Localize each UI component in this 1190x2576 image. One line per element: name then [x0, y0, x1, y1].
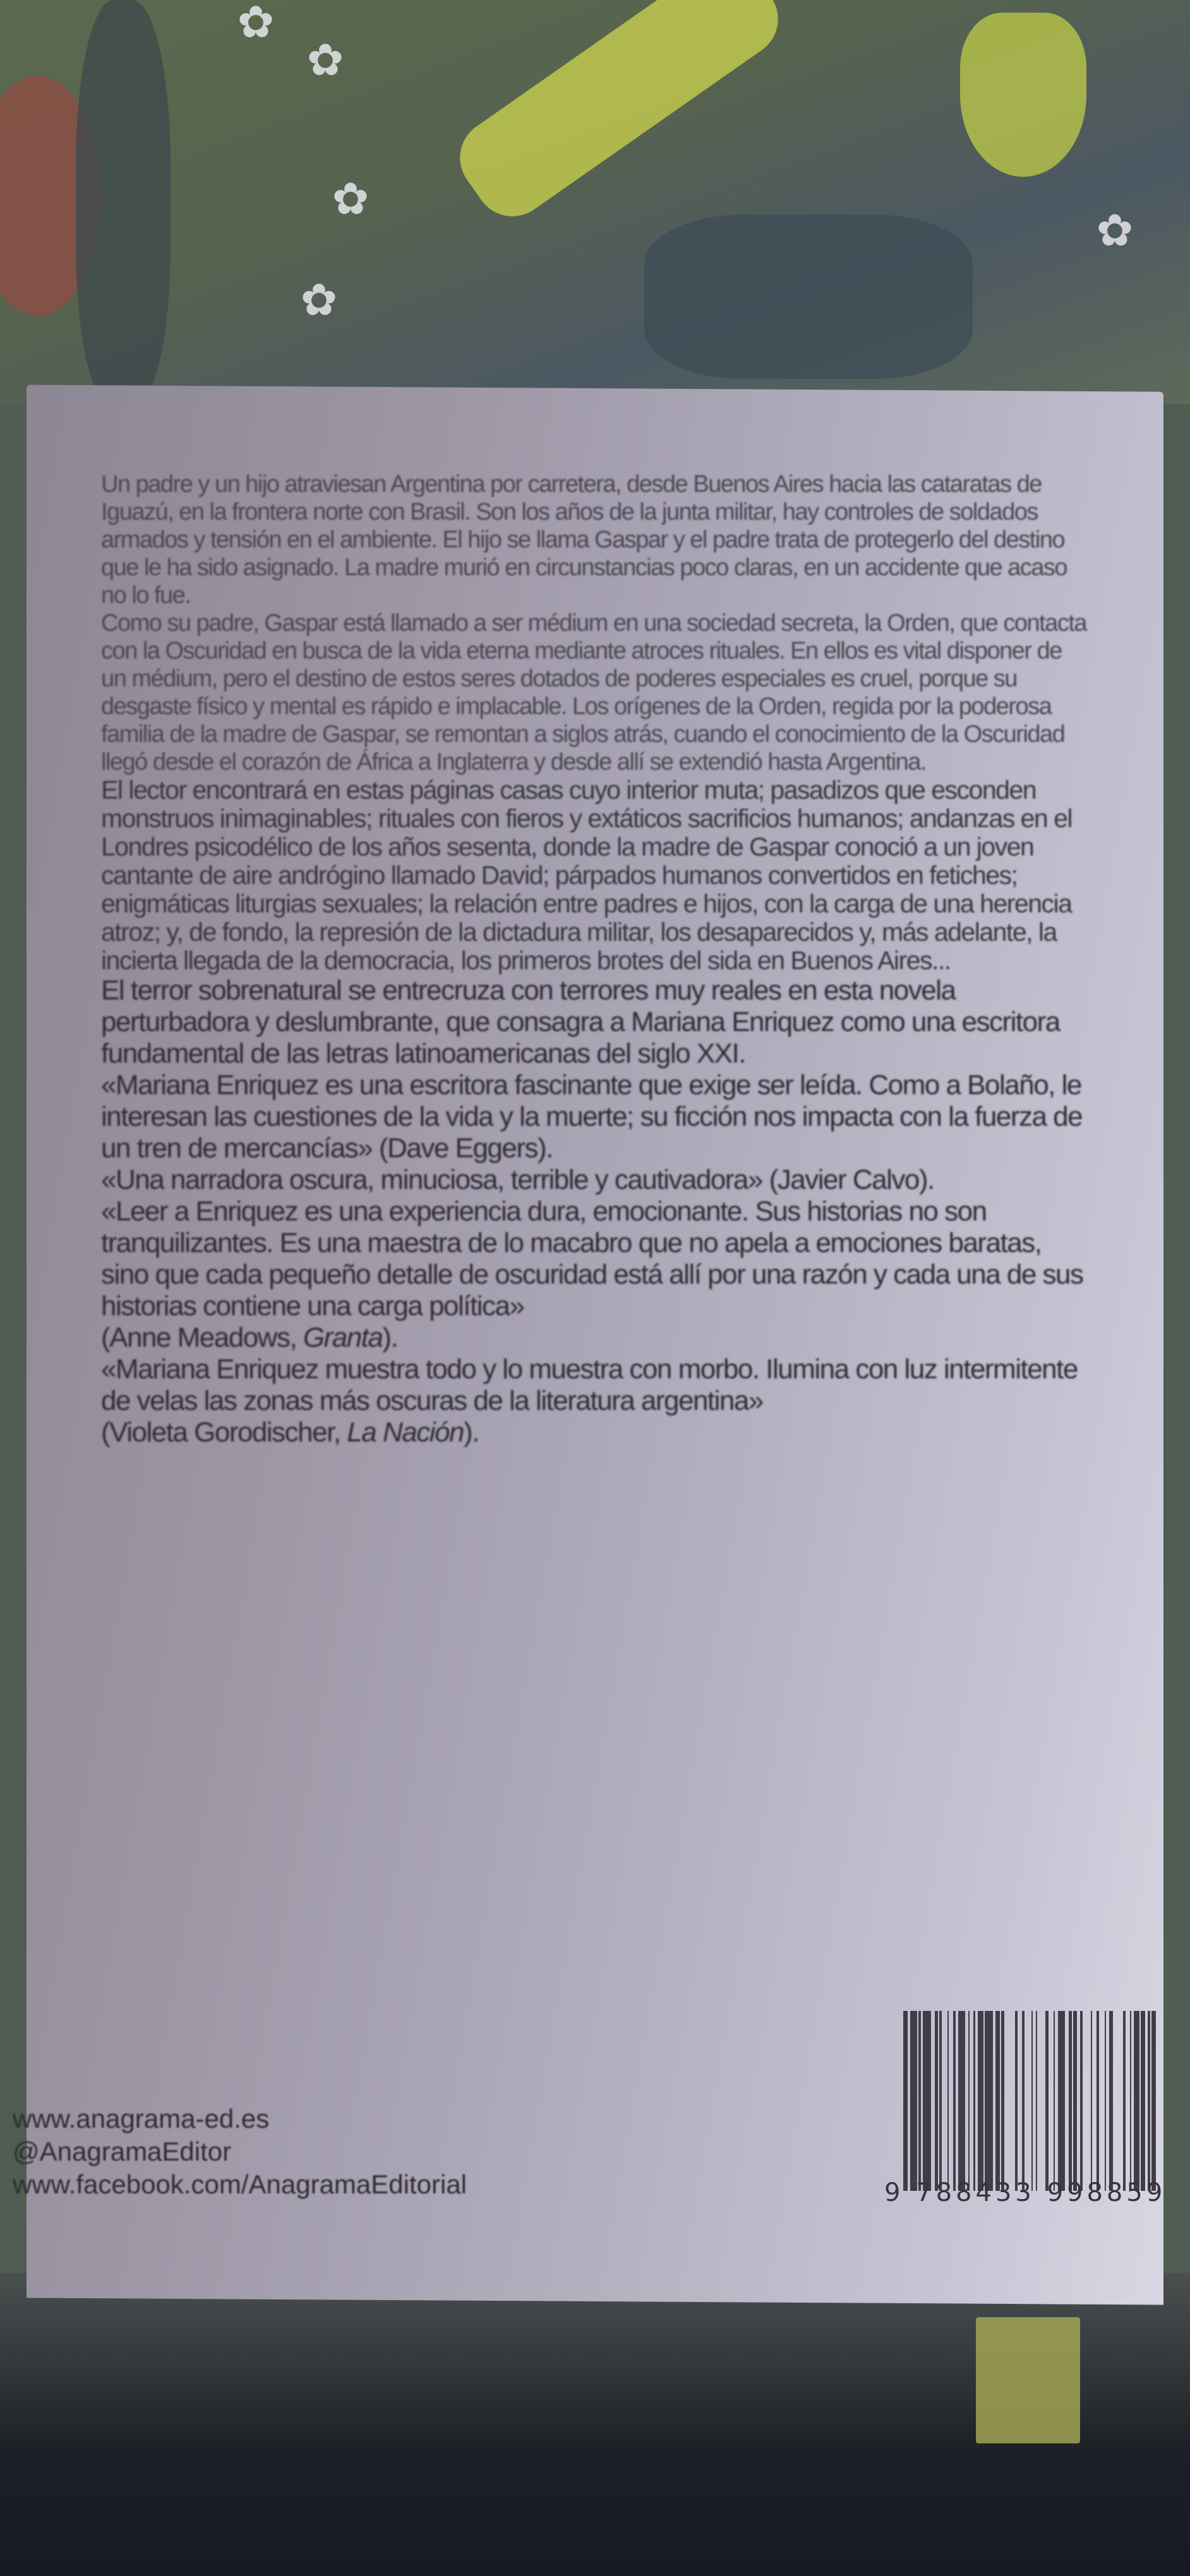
fabric-yellow-patch [976, 2317, 1080, 2443]
review-quote [101, 1196, 1086, 1354]
barcode-bar [985, 2011, 993, 2191]
fabric-blue-shape [644, 215, 973, 379]
publisher-website: www.anagrama-ed.es [13, 2104, 270, 2133]
quote-text: «Mariana Enriquez muestra todo y lo muestra con morbo. Ilumina con luz intermitente de velas las zonas más oscuras de la literatura argentina» [101, 1354, 1078, 1416]
flower-icon: ✿ [306, 35, 344, 85]
publisher-facebook: www.facebook.com/AnagramaEditorial [13, 2169, 467, 2199]
quote-source-publication: Granta [303, 1322, 383, 1353]
barcode-bar [942, 2011, 947, 2191]
barcode-bar [1004, 2011, 1016, 2191]
blurb-paragraph: El terror sobrenatural se entrecruza con terrores muy reales en esta novela perturbadora y deslumbrante, que consagra a Mariana Enriquez como una escritora fundamental de las letras latinoamericanas del siglo XXI. [101, 975, 1060, 1069]
review-quote [101, 1070, 1086, 1164]
blurb-paragraph: Un padre y un hijo atraviesan Argentina por carretera, desde Buenos Aires hacia las cataratas de Iguazú, en la frontera norte con Brasil. Son los años de la junta militar, hay controles de soldados armados y tensión en el ambiente. El hijo se llama Gaspar y el padre trata de protegerlo del destino que le ha sido asignado. La madre murió en circunstancias poco claras, en un accidente que acaso no lo fue. [101, 471, 1067, 609]
barcode-bar [923, 2011, 931, 2191]
barcode-bar [1134, 2011, 1139, 2191]
flower-icon: ✿ [332, 174, 370, 224]
barcode-bar [1025, 2011, 1031, 2191]
fabric-yellow-leaf-right [960, 13, 1086, 177]
publisher-twitter: @AnagramaEditor [13, 2137, 232, 2166]
barcode-bar [1037, 2011, 1045, 2191]
book-blurb [101, 470, 1086, 1448]
quote-source-author: (Anne Meadows, [101, 1322, 303, 1353]
flower-icon: ✿ [1096, 206, 1134, 255]
quote-source-end: ). [463, 1417, 479, 1448]
isbn-barcode [872, 1995, 1167, 2222]
flower-icon: ✿ [237, 0, 275, 47]
quote-text: «Leer a Enriquez es una experiencia dura, emocionante. Sus historias no son tranquilizantes. Es una maestra de lo macabro que no apela a emociones baratas, sino que cada pequeño detalle de oscuridad está allí por una razón y cada una de sus historias contiene una carga política» [101, 1196, 1083, 1321]
barcode-bar [910, 2011, 917, 2191]
quote-source: (Javier Calvo). [769, 1164, 934, 1195]
flower-icon: ✿ [300, 275, 338, 325]
barcode-bar [978, 2011, 983, 2191]
barcode-bars [903, 2011, 1156, 2191]
barcode-bar [958, 2011, 965, 2191]
barcode-bar [1083, 2011, 1091, 2191]
barcode-bar [1058, 2011, 1065, 2191]
barcode-bar [1049, 2011, 1054, 2191]
blurb-paragraph: El lector encontrará en estas páginas casas cuyo interior muta; pasadizos que esconden monstruos inimaginables; rituales con fieros y extáticos sacrificios humanos; andanzas en el Londres psicodélico de los años sesenta, donde la madre de Gaspar conoció a un joven cantante de aire andrógino llamado David; párpados humanos convertidos en fetiches; enigmáticas liturgias sexuales; la relación entre padres e hijos, con la carga de una herencia atroz; y, de fondo, la represión de la dictadura militar, los desaparecidos y, más adelante, la incierta llegada de la democracia, los primeros brotes del sida en Buenos Aires... [101, 775, 1072, 975]
quote-text: «Una narradora oscura, minuciosa, terrible y cautivadora» [101, 1164, 762, 1195]
barcode-bar [1113, 2011, 1122, 2191]
quote-source-end: ). [382, 1322, 398, 1353]
quote-source-publication: La Nación [347, 1417, 464, 1448]
blurb-paragraph: Como su padre, Gaspar está llamado a ser médium en una sociedad secreta, la Orden, que contacta con la Oscuridad en busca de la vida eterna mediante atroces rituales. En ellos es vital disponer de un médium, pero el destino de estos seres dotados de poderes especiales es cruel, porque su desgaste físico y mental es rápido e implacable. Los orígenes de la Orden, regida por la poderosa familia de la madre de Gaspar, se remontan a siglos atrás, cuando el conocimiento de la Oscuridad llegó desde el corazón de África a Inglaterra y desde allí se extendió hasta Argentina. [101, 610, 1087, 775]
review-quote [101, 1164, 1086, 1196]
isbn-number: 9 788433 998859 [884, 2178, 1167, 2207]
fabric-dark-band [76, 0, 171, 410]
barcode-bar [1099, 2011, 1105, 2191]
review-quote [101, 1354, 1086, 1448]
barcode-bar [1151, 2011, 1156, 2191]
quote-text: «Mariana Enriquez es una escritora fascinante que exige ser leída. Como a Bolaño, le interesan las cuestiones de la vida y la muerte; su ficción nos impacta con la fuerza de un tren de mercancías» [101, 1070, 1083, 1164]
publisher-links [13, 2102, 467, 2201]
quote-source-author: (Violeta Gorodischer, [101, 1417, 347, 1448]
quote-source: (Dave Eggers). [379, 1133, 553, 1164]
